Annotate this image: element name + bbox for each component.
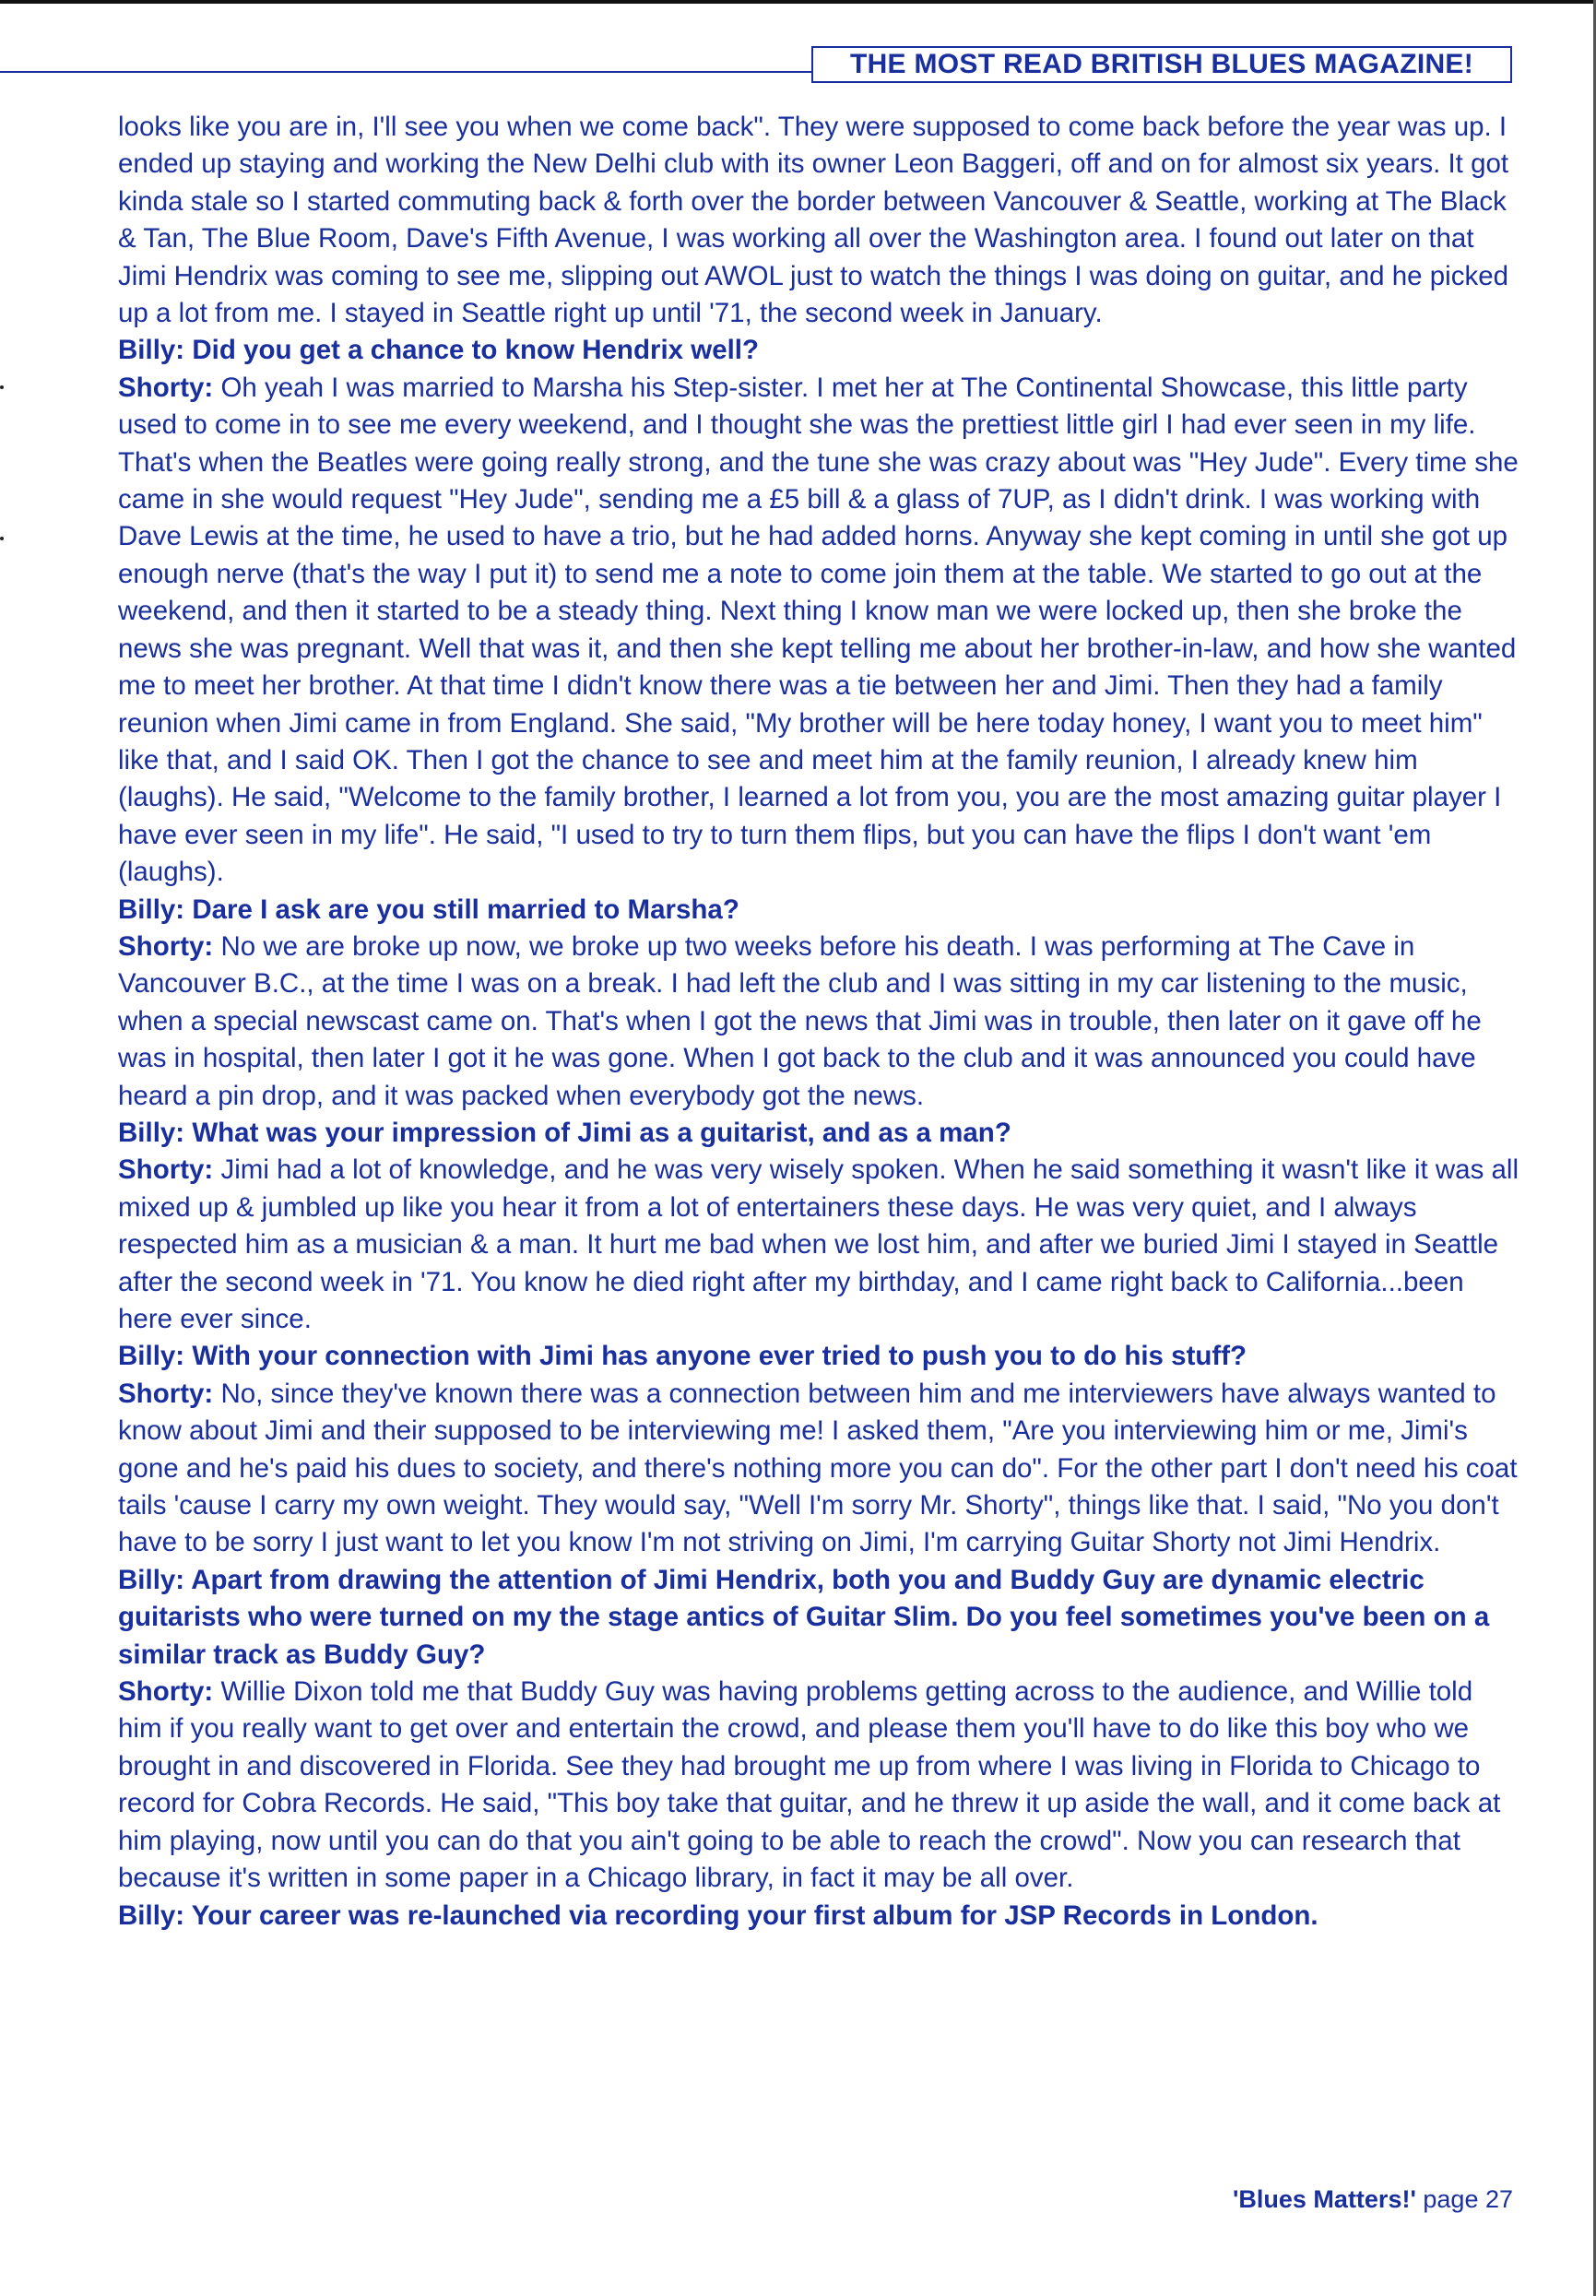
question-5: Billy: Apart from drawing the attention of Jimi Hendrix, both you and Buddy Guy are dynamic electric guitarists who were turned on my the stage antics of Guitar Slim. Do you feel sometimes you've been on a similar track as Buddy Guy? xyxy=(118,1564,1490,1670)
page-number: page 27 xyxy=(1423,2185,1513,2213)
answer-4 xyxy=(118,1376,1519,1562)
question-2: Billy: Dare I ask are you still married to Marsha? xyxy=(118,894,739,925)
answer-speaker: Shorty: xyxy=(118,930,214,962)
article-body xyxy=(118,109,1519,1935)
answer-2 xyxy=(118,929,1519,1115)
answer-text: No we are broke up now, we broke up two weeks before his death. I was performing at The Cave in Vancouver B.C., at the time I was on a break. I had left the club and I was sitting in my car listening to the music, when a special newscast came on. That's when I got the news that Jimi was in trouble, then later on it gave off he was in hospital, then later I got it he was gone. When I got back to the club and it was announced you could have heard a pin drop, and it was packed when everybody got the news. xyxy=(118,930,1482,1111)
answer-5 xyxy=(118,1674,1519,1897)
answer-text: Willie Dixon told me that Buddy Guy was having problems getting across to the audience, and Willie told him if you really want to get over and entertain the crowd, and please them you'll have to do like this boy who we brought in and discovered in Florida. See they had brought me up from where I was living in Florida to Chicago to record for Cobra Records. He said, "This boy take that guitar, and he threw it up aside the wall, and it come back at him playing, now until you can do that you ain't going to be able to reach the crowd". Now you can research that because it's written in some paper in a Chicago library, in fact it may be all over. xyxy=(118,1676,1501,1894)
answer-text: Oh yeah I was married to Marsha his Step-sister. I met her at The Continental Showcase, this little party used to come in to see me every weekend, and I thought she was the prettiest little girl I had ever seen in my life. That's when the Beatles were going really strong, and the tune she was crazy about was "Hey Jude". Every time she came in she would request "Hey Jude", sending me a £5 bill & a glass of 7UP, as I didn't drink. I was working with Dave Lewis at the time, he used to have a trio, but he had added horns. Anyway she kept coming in until she got up enough nerve (that's the way I put it) to send me a note to come join them at the table. We started to go out at the weekend, and then it started to be a steady thing. Next thing I know man we were locked up, then she broke the news she was pregnant. Well that was it, and then she kept telling me about her brother-in-law, and how she wanted me to meet her brother. At that time I didn't know there was a tie between her and Jimi. Then they had a family reunion when Jimi came in from England. She said, "My brother will be here today honey, I want you to meet him" like that, and I said OK. Then I got the chance to see and meet him at the family reunion, I already knew him (laughs). He said, "Welcome to the family brother, I learned a lot from you, you are the most amazing guitar player I have ever seen in my life". He said, "I used to try to turn them flips, but you can have the flips I don't want 'em (laughs). xyxy=(118,372,1519,888)
page-footer xyxy=(1233,2185,1513,2214)
answer-text: No, since they've known there was a connection between him and me interviewers have always wanted to know about Jimi and their supposed to be interviewing me! I asked them, "Are you interviewing him or me, Jimi's gone and he's paid his dues to society, and there's nothing more you can do". For the other part I don't need his coat tails 'cause I carry my own weight. They would say, "Well I'm sorry Mr. Shorty", things like that. I said, "No you don't have to be sorry I just want to let you know I'm not striving on Jimi, I'm carrying Guitar Shorty not Jimi Hendrix. xyxy=(118,1378,1518,1558)
answer-speaker: Shorty: xyxy=(118,1676,214,1708)
magazine-name: 'Blues Matters!' xyxy=(1232,2185,1416,2213)
answer-text: Jimi had a lot of knowledge, and he was very wisely spoken. When he said something it wasn't like it was all mixed up & jumbled up like you hear it from a lot of entertainers these days. He was very quiet, and I always respected him as a musician & a man. It hurt me bad when we lost him, and after we buried Jimi I stayed in Seattle after the second week in '71. You know he died right after my birthday, and I came right back to California...been here ever since. xyxy=(118,1154,1519,1334)
question-6: Billy: Your career was re-launched via recording your first album for JSP Records in London. xyxy=(118,1900,1318,1931)
page-top-edge xyxy=(0,0,1596,4)
answer-speaker: Shorty: xyxy=(118,372,214,403)
margin-mark xyxy=(0,385,4,389)
margin-mark xyxy=(0,537,4,540)
opening-paragraph: looks like you are in, I'll see you when we come back". They were supposed to come back before the year was up. I ended up staying and working the New Delhi club with its owner Leon Baggeri, off and on for almost six years. It got kinda stale so I started commuting back & forth over the border between Vancouver & Seattle, working at The Black & Tan, The Blue Room, Dave's Fifth Avenue, I was working all over the Washington area. I found out later on that Jimi Hendrix was coming to see me, slipping out AWOL just to watch the things I was doing on guitar, and he picked up a lot from me. I stayed in Seattle right up until '71, the second week in January. xyxy=(118,112,1509,329)
magazine-tagline-box xyxy=(811,46,1512,83)
answer-speaker: Shorty: xyxy=(118,1154,214,1186)
question-3: Billy: What was your impression of Jimi as a guitarist, and as a man? xyxy=(118,1117,1011,1148)
magazine-tagline: THE MOST READ BRITISH BLUES MAGAZINE! xyxy=(849,49,1474,79)
answer-3 xyxy=(118,1152,1519,1338)
question-4: Billy: With your connection with Jimi has anyone ever tried to push you to do his stuff? xyxy=(118,1341,1247,1372)
question-1: Billy: Did you get a chance to know Hendrix well? xyxy=(118,335,760,366)
answer-1 xyxy=(118,370,1519,892)
answer-speaker: Shorty: xyxy=(118,1378,214,1409)
header-rule xyxy=(0,71,811,73)
